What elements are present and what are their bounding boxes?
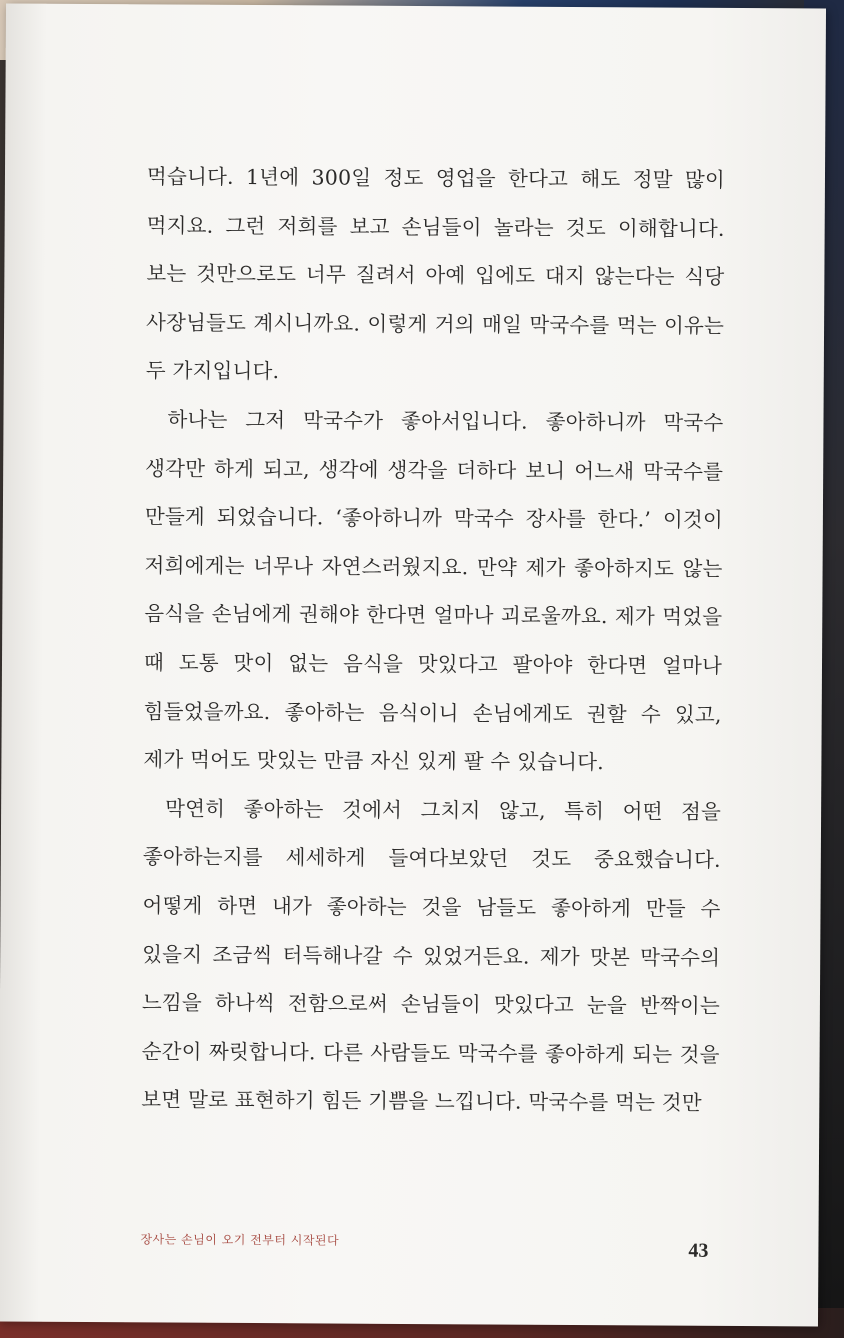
paragraph-1: 먹습니다. 1년에 300일 정도 영업을 한다고 해도 정말 많이 먹지요. 그런 저희를 보고 손님들이 놀라는 것도 이해합니다. 보는 것만으로도 너무 질려서 아예 입에도 대지 않는다는 식당 사장님들도 계시니까요. 이렇게 거의 매일 막국수를 먹는 이유는 두 가지입니다.: [145, 164, 726, 384]
paragraph-3: 막연히 좋아하는 것에서 그치지 않고, 특히 어떤 점을 좋아하는지를 세세하게 들여다보았던 것도 중요했습니다. 어떻게 하면 내가 좋아하는 것을 남들도 좋아하게 만들 수 있을지 조금씩 터득해나갈 수 있었거든요. 제가 맛본 막국수의 느낌을 하나씩 전함으로써 손님들이 맛있다고 눈을 반짝이는 순간이 짜릿합니다. 다른 사람들도 막국수를 좋아하게 되는 것을 보면 말로 표현하기 힘든 기쁨을 느낍니다. 막국수를 먹는 것만: [141, 796, 722, 1116]
paragraph-2: 하나는 그저 막국수가 좋아서입니다. 좋아하니까 막국수 생각만 하게 되고, 생각에 생각을 더하다 보니 어느새 막국수를 만들게 되었습니다. ‘좋아하니까 막국수 장사를 한다.’ 이것이 저희에게는 너무나 자연스러웠지요. 만약 제가 좋아하지도 않는 음식을 손님에게 권해야 한다면 얼마나 괴로울까요. 제가 먹었을 때 도통 맛이 없는 음식을 맛있다고 팔아야 한다면 얼마나 힘들었을까요. 좋아하는 음식이니 손님에게도 권할 수 있고, 제가 먹어도 맛있는 만큼 자신 있게 팔 수 있습니다.: [143, 407, 724, 775]
page-number: 43: [688, 1239, 709, 1262]
running-footer-title: 장사는 손님이 오기 전부터 시작된다: [140, 1232, 340, 1248]
book-page: [0, 4, 826, 1327]
body-text: [141, 152, 725, 1127]
